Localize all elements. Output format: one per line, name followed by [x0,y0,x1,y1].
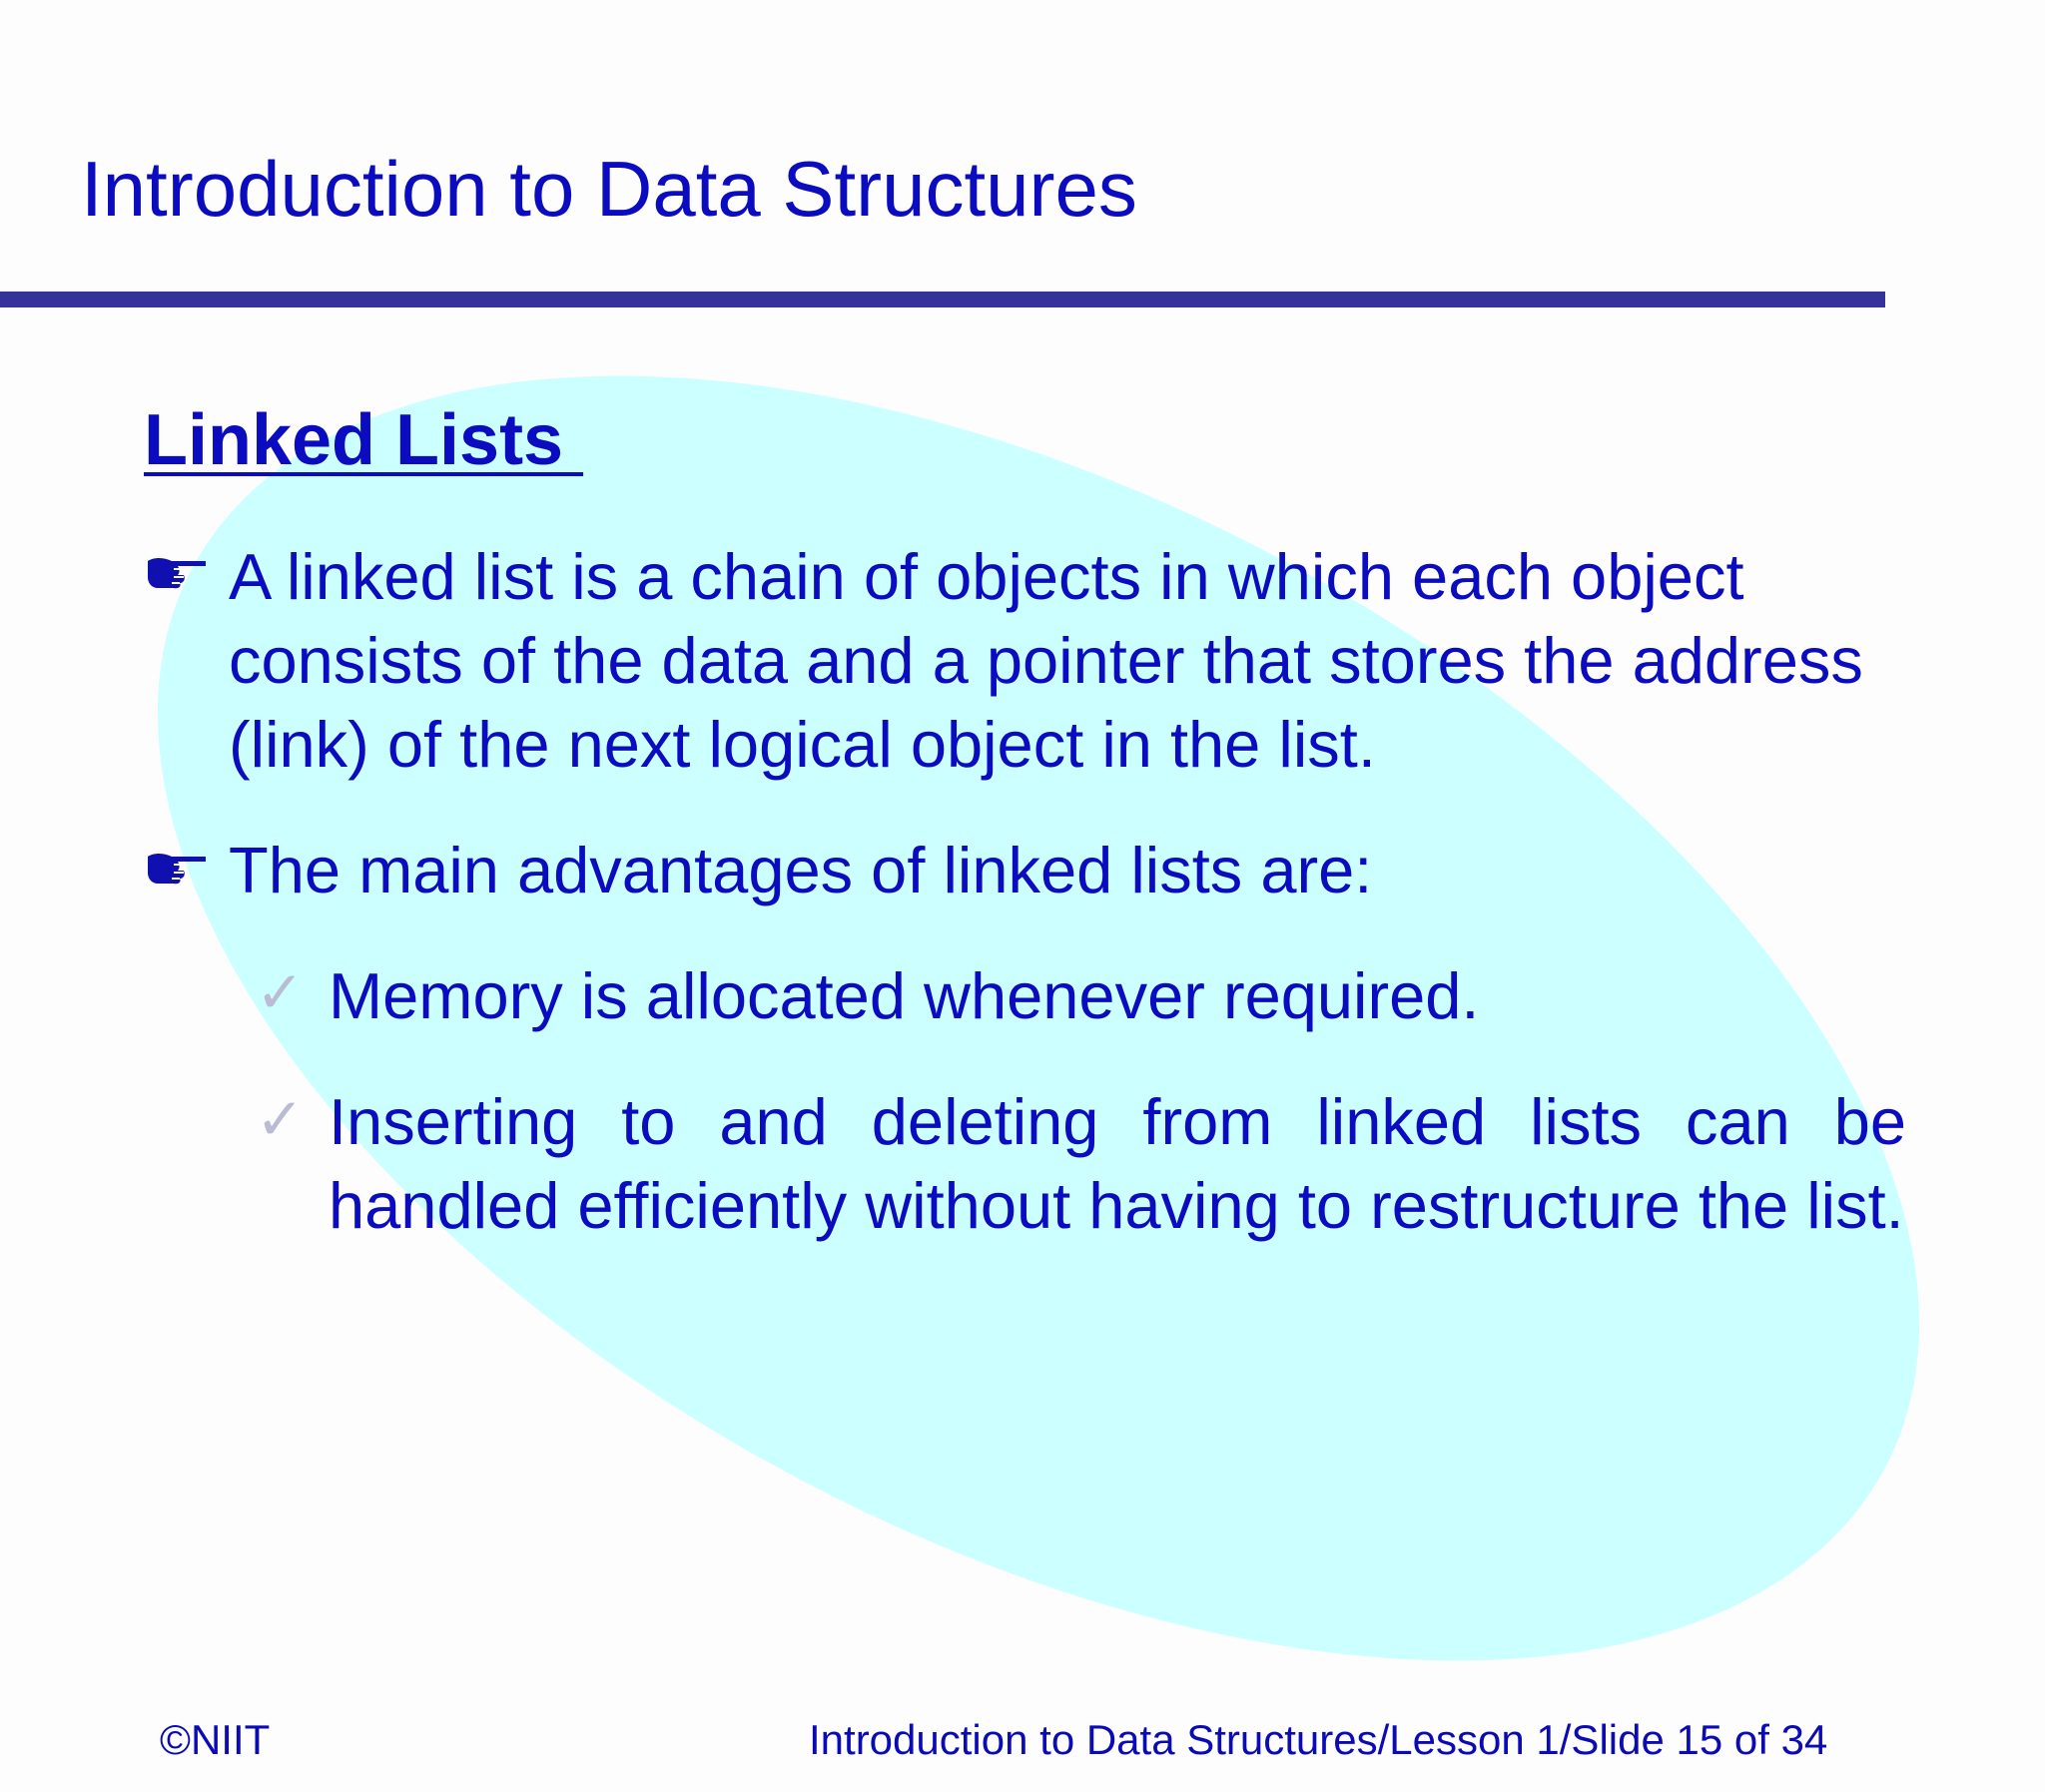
footer-copyright: ©NIIT [160,1716,271,1763]
title-divider [0,292,1885,307]
sub-bullet-memory: Memory is allocated whenever required. [329,959,1480,1032]
check-mark-icon: ✓ [256,1085,305,1153]
section-heading: Linked Lists [144,400,584,480]
sub-bullet-insert-delete: Inserting to and deleting from linked lists can be handled efficiently without having to restructure the list. [329,1085,1906,1242]
bullet-linked-list-definition: A linked list is a chain of objects in which each object consists of the data and a pointer that stores the address (link) of the next logical object in the list. [229,540,1863,781]
pointing-hand-icon [144,847,210,887]
pointing-hand-icon [144,551,210,591]
check-mark-icon: ✓ [256,958,305,1026]
bullet-advantages-intro: The main advantages of linked lists are: [229,834,1373,906]
slide-title: Introduction to Data Structures [81,145,1137,233]
footer-slide-info: Introduction to Data Structures/Lesson 1/Slide 15 of 34 [809,1716,1828,1763]
